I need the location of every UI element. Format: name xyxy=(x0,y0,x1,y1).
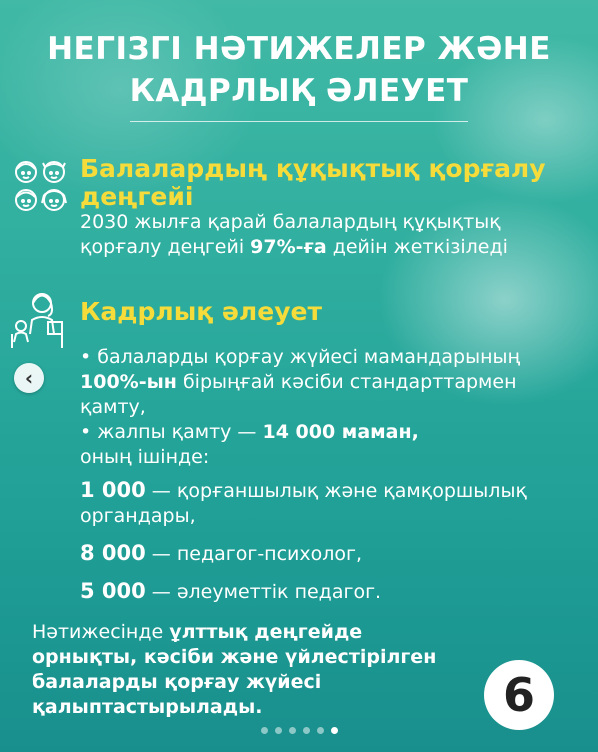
text-part: 2030 жылға қарай балалардың құқықтық қорғалу деңгейі xyxy=(80,211,501,258)
breakdown-label: — педагог-психолог, xyxy=(145,543,363,565)
breakdown-label: — қорғаншылық және қамқоршылық органдары, xyxy=(80,480,527,527)
breakdown-row xyxy=(80,541,580,567)
breakdown-number: 8 000 xyxy=(80,541,146,565)
conclusion-text xyxy=(32,620,472,720)
text-part: дейін жеткізіледі xyxy=(326,236,508,258)
breakdown-label: — әлеуметтік педагог. xyxy=(145,581,382,603)
list-item xyxy=(80,420,580,445)
breakdown-number: 5 000 xyxy=(80,579,146,603)
title-line-1: НЕГІЗГІ НӘТИЖЕЛЕР ЖӘНЕ xyxy=(47,31,551,67)
staff-list xyxy=(80,345,580,470)
carousel-pagination xyxy=(0,727,598,734)
text-part: бірыңғай кәсіби стандарттармен қамту, xyxy=(80,371,517,418)
list-item xyxy=(80,345,580,420)
pagination-dot[interactable] xyxy=(275,727,282,734)
carousel-prev-button[interactable] xyxy=(14,363,44,393)
section-text-legal-protection xyxy=(80,210,570,260)
highlight-text: орнықты, кәсіби және үйлестірілген балаларды қорғау жүйесі қалыптастырылады. xyxy=(32,646,437,718)
section-heading-legal-protection: Балалардың құқықтық қорғалу деңгейі xyxy=(80,154,546,211)
page-number-badge: 6 xyxy=(484,660,554,730)
breakdown-row xyxy=(80,579,580,605)
highlight-total: 14 000 маман, xyxy=(262,421,419,443)
text-part: • жалпы қамту — xyxy=(80,421,263,443)
breakdown-number: 1 000 xyxy=(80,478,146,502)
teacher-with-child-icon xyxy=(10,290,68,350)
highlight-percent: 97%-ға xyxy=(250,236,327,258)
children-faces-icon xyxy=(10,157,72,215)
pagination-dot-active[interactable] xyxy=(331,727,338,734)
title-line-2: КАДРЛЫҚ ӘЛЕУЕТ xyxy=(129,73,469,109)
pagination-dot[interactable] xyxy=(317,727,324,734)
highlight-text: ұлттық деңгейде xyxy=(169,621,363,643)
text-part: • балаларды қорғау жүйесі мамандарының xyxy=(80,346,521,368)
slide-title xyxy=(0,28,598,112)
list-item-continuation: оның ішінде: xyxy=(80,446,210,468)
highlight-percent: 100%-ын xyxy=(80,371,177,393)
chevron-left-icon: ‹ xyxy=(24,366,34,390)
section-heading-staff-potential: Кадрлық әлеует xyxy=(80,297,322,326)
pagination-dot[interactable] xyxy=(303,727,310,734)
text-part: Нәтижесінде xyxy=(32,621,170,643)
title-divider xyxy=(130,121,468,122)
pagination-dot[interactable] xyxy=(289,727,296,734)
breakdown-row xyxy=(80,478,580,529)
staff-breakdown xyxy=(80,478,580,617)
pagination-dot[interactable] xyxy=(261,727,268,734)
